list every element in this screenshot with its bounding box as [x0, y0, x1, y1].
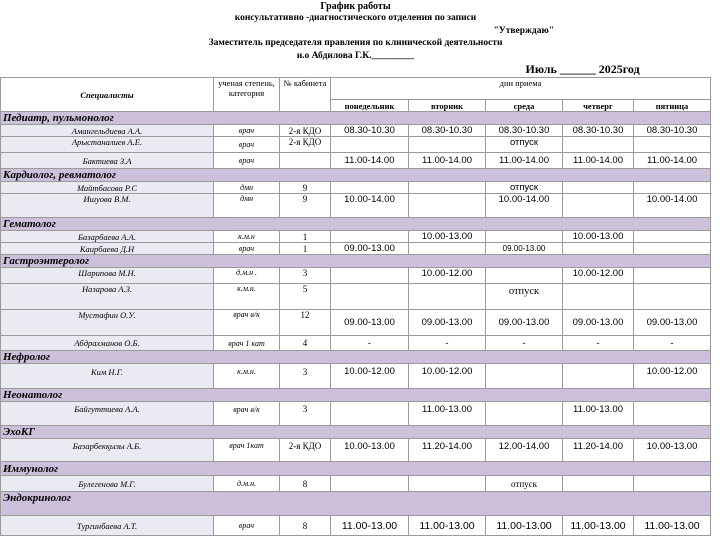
col-degree: ученая степень, категория: [214, 78, 280, 112]
schedule-cell: 11.00-14.00: [331, 153, 409, 169]
day-tuesday: вторник: [409, 100, 486, 112]
specialist-degree: врач: [214, 125, 280, 137]
schedule-cell: 11.00-14.00: [563, 153, 634, 169]
schedule-cell: 11.00-13.00: [563, 516, 634, 536]
schedule-cell: [409, 137, 486, 153]
schedule-cell: 09.00-13.00: [563, 310, 634, 336]
schedule-cell: 10.00-12.00: [409, 268, 486, 284]
schedule-cell: [563, 476, 634, 492]
schedule-cell: 08.30-10.30: [331, 125, 409, 137]
document-title: График работы: [320, 0, 391, 12]
schedule-cell: [331, 402, 409, 426]
schedule-cell: [563, 194, 634, 218]
specialist-name: Булегенова М.Г.: [1, 476, 214, 492]
schedule-cell: 11.00-13.00: [486, 516, 563, 536]
schedule-cell: 10.00-12.00: [634, 364, 711, 389]
schedule-cell: [331, 137, 409, 153]
specialist-name: Каирбаева Д.Н: [1, 243, 214, 255]
schedule-cell: 09.00-13.00: [486, 243, 563, 255]
schedule-cell: 10.00-14.00: [486, 194, 563, 218]
schedule-cell: [409, 476, 486, 492]
schedule-cell: 11.00-13.00: [409, 516, 486, 536]
schedule-cell: 08.30-10.30: [486, 125, 563, 137]
specialist-name: Байгуттиева А.А.: [1, 402, 214, 426]
specialist-degree: врач: [214, 137, 280, 153]
schedule-cell: 10.00-13.00: [409, 231, 486, 243]
specialist-degree: д.м.н .: [214, 268, 280, 284]
section-hemato: Гематолог: [1, 218, 711, 231]
schedule-cell: 10.00-12.00: [331, 364, 409, 389]
schedule-cell: [409, 182, 486, 194]
table-row: [1, 194, 711, 218]
table-row: [1, 137, 711, 153]
cabinet-number: 8: [280, 476, 331, 492]
section-neonat: Неонатолог: [1, 389, 711, 402]
schedule-cell: [486, 364, 563, 389]
schedule-cell: 08.30-10.30: [409, 125, 486, 137]
col-days: дни приема: [331, 78, 711, 100]
day-thursday: четверг: [563, 100, 634, 112]
cabinet-number: 1: [280, 243, 331, 255]
specialist-name: Базарбаева А.А.: [1, 231, 214, 243]
schedule-cell: -: [634, 336, 711, 351]
specialist-name: Базарбекқызы А.Б.: [1, 439, 214, 462]
table-row: [1, 516, 711, 536]
schedule-cell: 10.00-12.00: [563, 268, 634, 284]
schedule-cell: [634, 231, 711, 243]
specialist-name: Ишуова В.М.: [1, 194, 214, 218]
schedule-cell: [409, 194, 486, 218]
table-row: [1, 402, 711, 426]
deputy-title: Заместитель председателя правления по клинической деятельности: [208, 38, 503, 48]
specialist-name: Мустафин О.У.: [1, 310, 214, 336]
cabinet-number: 2-я КДО: [280, 439, 331, 462]
cabinet-number: 2-я КДО: [280, 125, 331, 137]
schedule-cell: отпуск: [486, 476, 563, 492]
schedule-cell: [409, 243, 486, 255]
cabinet-number: 9: [280, 194, 331, 218]
schedule-cell: [486, 231, 563, 243]
schedule-cell: 09.00-13.00: [409, 310, 486, 336]
table-row: [1, 231, 711, 243]
specialist-name: Назарова А.З.: [1, 284, 214, 310]
schedule-cell: отпуск: [486, 284, 563, 310]
table-row: [1, 182, 711, 194]
schedule-cell: 11.00-13.00: [563, 402, 634, 426]
schedule-cell: 11.00-14.00: [409, 153, 486, 169]
document-subtitle: консультативно -диагностического отделения по записи: [234, 13, 477, 23]
table-row: [1, 364, 711, 389]
specialist-degree: к.м.н: [214, 231, 280, 243]
table-row: [1, 268, 711, 284]
schedule-cell: [331, 231, 409, 243]
schedule-cell: 09.00-13.00: [634, 310, 711, 336]
schedule-cell: -: [563, 336, 634, 351]
specialist-degree: врач в/к: [214, 310, 280, 336]
specialist-degree: дмн: [214, 194, 280, 218]
section-cardio: Кардиолог, ревматолог: [1, 169, 711, 182]
schedule-cell: 10.00-14.00: [634, 194, 711, 218]
table-row: [1, 243, 711, 255]
specialist-name: Тургинбаева А.Т.: [1, 516, 214, 536]
schedule-cell: 11.00-13.00: [331, 516, 409, 536]
section-nephro: Нефролог: [1, 351, 711, 364]
schedule-cell: [331, 182, 409, 194]
schedule-cell: [331, 476, 409, 492]
schedule-cell: 10.00-13.00: [331, 439, 409, 462]
cabinet-number: 8: [280, 516, 331, 536]
schedule-cell: [634, 137, 711, 153]
specialist-name: Шарипова М.Н.: [1, 268, 214, 284]
table-row: [1, 336, 711, 351]
col-cabinet: № кабинета: [280, 78, 331, 112]
table-row: [1, 476, 711, 492]
schedule-cell: 11.20-14.00: [409, 439, 486, 462]
cabinet-number: 3: [280, 364, 331, 389]
specialist-degree: к.м.н.: [214, 364, 280, 389]
cabinet-number: 1: [280, 231, 331, 243]
schedule-cell: [563, 364, 634, 389]
schedule-cell: отпуск: [486, 182, 563, 194]
specialist-degree: врач: [214, 153, 280, 169]
section-endo: Эндокринолог: [1, 492, 711, 516]
schedule-cell: -: [331, 336, 409, 351]
schedule-cell: 11.00-14.00: [486, 153, 563, 169]
section-gastro: Гастроэнтеролог: [1, 255, 711, 268]
schedule-cell: [634, 268, 711, 284]
schedule-cell: [634, 284, 711, 310]
cabinet-number: 4: [280, 336, 331, 351]
cabinet-number: 2-я КДО: [280, 137, 331, 153]
schedule-cell: 09.00-13.00: [331, 243, 409, 255]
specialist-degree: врач: [214, 243, 280, 255]
specialist-name: Арыстаналиев А.Е.: [1, 137, 214, 153]
schedule-cell: [486, 268, 563, 284]
schedule-cell: [331, 268, 409, 284]
cabinet-number: 5: [280, 284, 331, 310]
specialist-degree: врач 1 кат: [214, 336, 280, 351]
specialist-name: Майтбасова Р.С: [1, 182, 214, 194]
table-row: [1, 284, 711, 310]
cabinet-number: 3: [280, 268, 331, 284]
schedule-cell: 09.00-13.00: [331, 310, 409, 336]
schedule-cell: -: [486, 336, 563, 351]
section-pediatr: Педиатр, пульмонолог: [1, 112, 711, 125]
section-echo: ЭхоКГ: [1, 426, 711, 439]
specialist-name: Абдрахманов О.Б.: [1, 336, 214, 351]
schedule-cell: 11.00-14.00: [634, 153, 711, 169]
specialist-degree: дмн: [214, 182, 280, 194]
schedule-cell: 10.00-13.00: [563, 231, 634, 243]
day-friday: пятница: [634, 100, 711, 112]
schedule-cell: [409, 284, 486, 310]
specialist-degree: врач: [214, 516, 280, 536]
schedule-cell: 11.20-14.00: [563, 439, 634, 462]
specialist-name: Амангельдиева А.А.: [1, 125, 214, 137]
cabinet-number: 3: [280, 402, 331, 426]
cabinet-number: [280, 153, 331, 169]
col-specialists: Специалисты: [1, 78, 214, 112]
acting-signature: и.о Абдилова Г.К._________: [296, 50, 415, 61]
specialist-degree: д.м.н.: [214, 476, 280, 492]
schedule-cell: [634, 243, 711, 255]
specialist-name: Ким Н.Г.: [1, 364, 214, 389]
schedule-cell: 09.00-13.00: [486, 310, 563, 336]
schedule-cell: 08.30-10.30: [563, 125, 634, 137]
schedule-cell: 10.00-14.00: [331, 194, 409, 218]
specialist-degree: врач в/к: [214, 402, 280, 426]
schedule-cell: [634, 402, 711, 426]
table-row: [1, 310, 711, 336]
table-row: [1, 439, 711, 462]
schedule-cell: [486, 402, 563, 426]
cabinet-number: 12: [280, 310, 331, 336]
specialist-name: Бактиева З.А: [1, 153, 214, 169]
schedule-cell: 11.00-13.00: [634, 516, 711, 536]
schedule-cell: 11.00-13.00: [409, 402, 486, 426]
schedule-cell: отпуск: [486, 137, 563, 153]
section-immuno: Иммунолог: [1, 462, 711, 476]
schedule-cell: -: [409, 336, 486, 351]
schedule-cell: [563, 284, 634, 310]
schedule-cell: [331, 284, 409, 310]
schedule-cell: [634, 182, 711, 194]
schedule-cell: [563, 137, 634, 153]
specialist-degree: врач 1кат: [214, 439, 280, 462]
schedule-cell: [563, 182, 634, 194]
cabinet-number: 9: [280, 182, 331, 194]
schedule-cell: 12.00-14.00: [486, 439, 563, 462]
table-row: [1, 153, 711, 169]
schedule-cell: [563, 243, 634, 255]
specialist-degree: к.м.н.: [214, 284, 280, 310]
approval-label: "Утверждаю": [493, 25, 555, 36]
schedule-cell: 08.30-10.30: [634, 125, 711, 137]
schedule-cell: 10.00-12.00: [409, 364, 486, 389]
table-row: [1, 125, 711, 137]
month-year: Июль ______ 2025год: [525, 62, 640, 76]
day-monday: понедельник: [331, 100, 409, 112]
schedule-cell: [634, 476, 711, 492]
day-wednesday: среда: [486, 100, 563, 112]
schedule-cell: 10.00-13.00: [634, 439, 711, 462]
